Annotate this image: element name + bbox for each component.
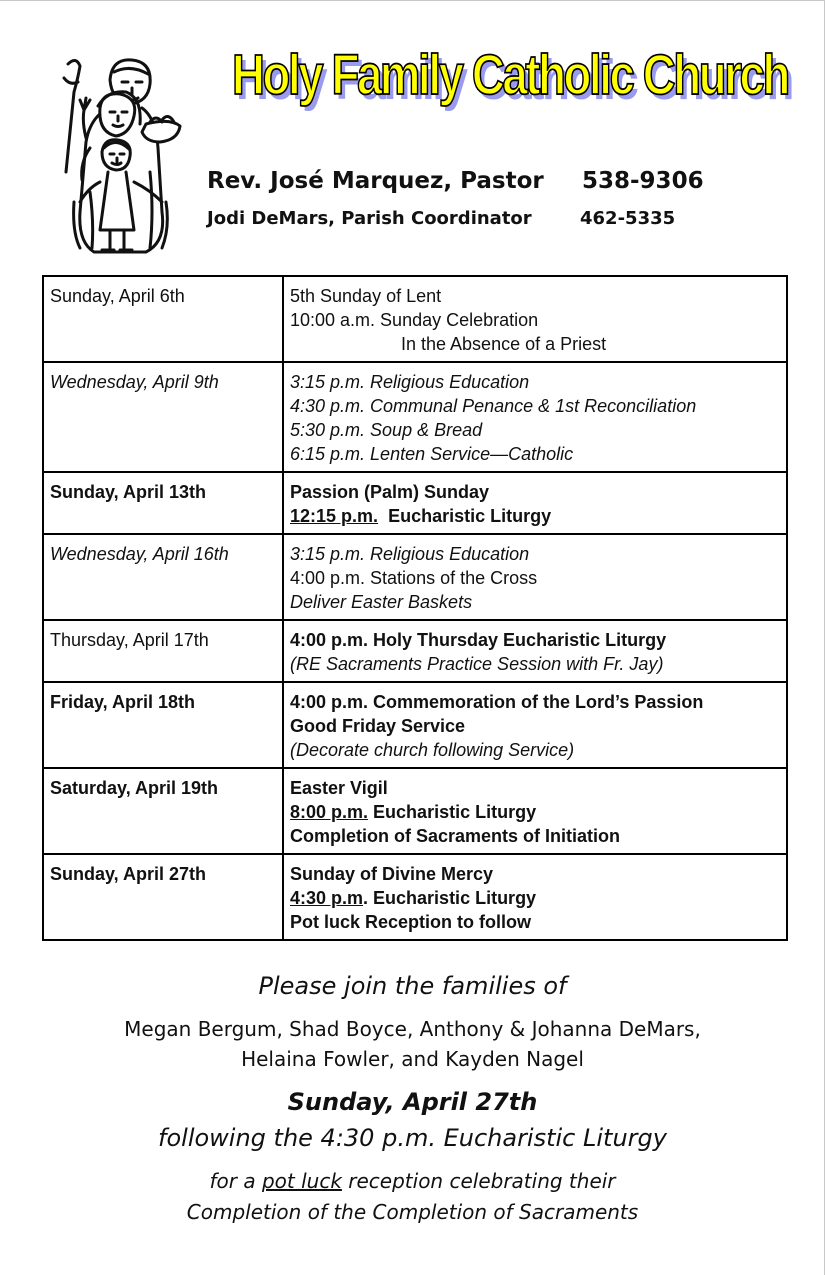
pastor-name: Rev. José Marquez, Pastor	[207, 168, 544, 194]
schedule-line: In the Absence of a Priest	[401, 334, 607, 354]
invitation-reception-text: reception celebrating their	[348, 1169, 616, 1193]
schedule-details	[283, 276, 787, 362]
schedule-line: Pot luck Reception to follow	[290, 912, 532, 932]
schedule-line	[290, 886, 780, 910]
holy-family-logo-icon	[50, 52, 190, 262]
schedule-date: Saturday, April 19th	[43, 768, 283, 854]
invitation-date: Sunday, April 27th	[287, 1088, 538, 1116]
schedule-details	[283, 620, 787, 682]
church-name-title: Holy Family Catholic Church	[232, 43, 788, 107]
table-row	[43, 768, 787, 854]
invitation-names-line: Megan Bergum, Shad Boyce, Anthony & Johanna DeMars,	[124, 1017, 701, 1041]
schedule-date: Sunday, April 6th	[43, 276, 283, 362]
pastor-line	[207, 168, 704, 194]
schedule-date: Thursday, April 17th	[43, 620, 283, 682]
invitation-names-line: Helaina Fowler, and Kayden Nagel	[241, 1047, 584, 1071]
table-row	[43, 854, 787, 940]
schedule-line: 4:30 p.m. Communal Penance & 1st Reconciliation	[290, 396, 697, 416]
schedule-date: Friday, April 18th	[43, 682, 283, 768]
schedule-line: (Decorate church following Service)	[290, 740, 575, 760]
pastor-phone: 538-9306	[582, 168, 704, 194]
schedule-line: Easter Vigil	[290, 778, 388, 798]
schedule-line	[290, 800, 780, 824]
schedule-time: 12:15 p.m.	[290, 506, 379, 526]
schedule-line: Good Friday Service	[290, 716, 466, 736]
schedule-line: Deliver Easter Baskets	[290, 592, 473, 612]
invitation-reception	[0, 1166, 825, 1228]
schedule-date: Wednesday, April 9th	[43, 362, 283, 472]
schedule-time: 8:00 p.m.	[290, 802, 369, 822]
schedule-line: 3:15 p.m. Religious Education	[290, 544, 530, 564]
schedule-line: Passion (Palm) Sunday	[290, 482, 490, 502]
schedule-details	[283, 682, 787, 768]
invitation-for-a: for a	[209, 1169, 256, 1193]
coordinator-phone: 462-5335	[580, 208, 676, 229]
invitation	[0, 966, 825, 1228]
schedule-event: Eucharistic Liturgy	[373, 802, 537, 822]
table-row	[43, 472, 787, 534]
table-row	[43, 682, 787, 768]
schedule-line: 6:15 p.m. Lenten Service—Catholic	[290, 444, 574, 464]
table-row	[43, 362, 787, 472]
schedule-event: Eucharistic Liturgy	[388, 506, 552, 526]
table-row	[43, 620, 787, 682]
table-row	[43, 276, 787, 362]
schedule-line: 5:30 p.m. Soup & Bread	[290, 420, 483, 440]
schedule-details	[283, 534, 787, 620]
schedule-event: . Eucharistic Liturgy	[363, 888, 537, 908]
schedule-details	[283, 472, 787, 534]
invitation-completion: Completion of the Completion of Sacraments	[186, 1200, 639, 1224]
schedule-line: Sunday of Divine Mercy	[290, 864, 494, 884]
invitation-names	[0, 1014, 825, 1074]
invitation-following: following the 4:30 p.m. Eucharistic Liturgy	[158, 1124, 667, 1152]
invitation-pot-luck: pot luck	[261, 1169, 342, 1193]
table-row	[43, 534, 787, 620]
schedule-line: 4:00 p.m. Commemoration of the Lord’s Passion	[290, 692, 704, 712]
schedule-details	[283, 854, 787, 940]
schedule-line: (RE Sacraments Practice Session with Fr. Jay)	[290, 654, 664, 674]
schedule-details	[283, 768, 787, 854]
schedule-date: Wednesday, April 16th	[43, 534, 283, 620]
coordinator-line	[207, 208, 676, 229]
invitation-intro: Please join the families of	[258, 972, 567, 1000]
page-top-edge	[0, 0, 825, 1]
invitation-reception-line	[0, 1166, 825, 1197]
schedule-line	[290, 504, 780, 528]
coordinator-name: Jodi DeMars, Parish Coordinator	[207, 208, 532, 229]
schedule-line: 10:00 a.m. Sunday Celebration	[290, 310, 539, 330]
schedule-line: 4:00 p.m. Holy Thursday Eucharistic Liturgy	[290, 630, 667, 650]
schedule-line: 4:00 p.m. Stations of the Cross	[290, 568, 538, 588]
schedule-table	[42, 275, 788, 941]
schedule-line: 3:15 p.m. Religious Education	[290, 372, 530, 392]
schedule-time: 4:30 p.m	[290, 888, 364, 908]
schedule-details	[283, 362, 787, 472]
schedule-line: 5th Sunday of Lent	[290, 286, 442, 306]
schedule-line: Completion of Sacraments of Initiation	[290, 826, 621, 846]
schedule-date: Sunday, April 13th	[43, 472, 283, 534]
schedule-date: Sunday, April 27th	[43, 854, 283, 940]
